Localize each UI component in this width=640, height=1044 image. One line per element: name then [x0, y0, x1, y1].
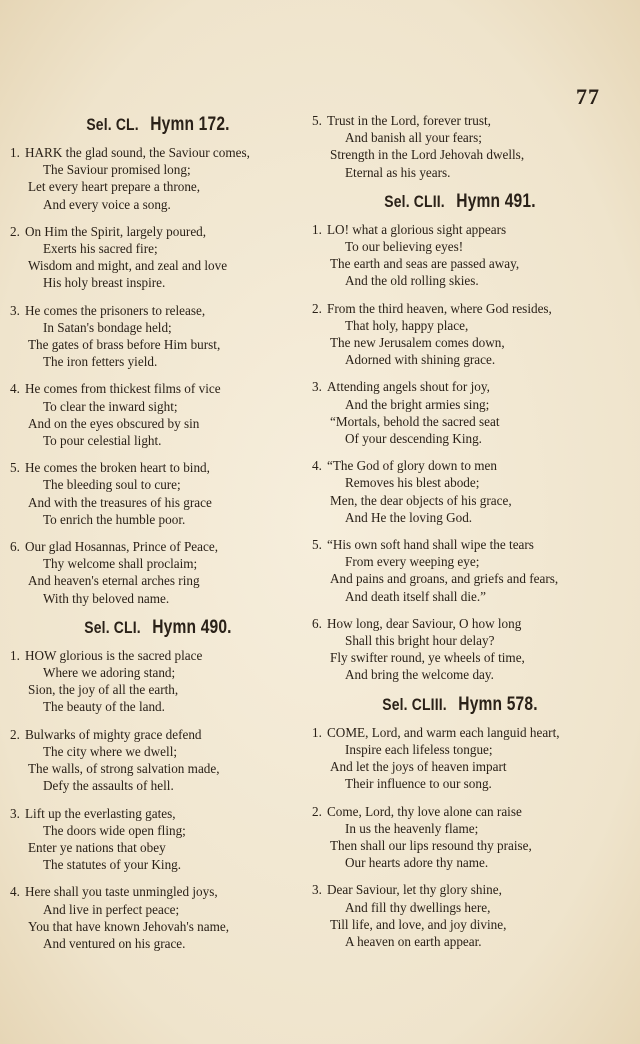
verse-number: 2. — [10, 726, 20, 742]
verse-number: 6. — [10, 539, 20, 555]
hymn-verse — [312, 457, 608, 526]
verse-line: Enter ye nations that obey — [28, 839, 166, 855]
verse-line: The beauty of the land. — [43, 699, 165, 715]
verse-line-text: How long, dear Saviour, O how long — [327, 615, 522, 631]
verse-line: And heaven's eternal arches ring — [28, 573, 200, 589]
verse-line-text: Dear Saviour, let thy glory shine, — [327, 882, 502, 898]
hymn-verse — [10, 380, 306, 449]
verse-line: And fill thy dwellings here, — [345, 899, 491, 915]
verse-line: From every weeping eye; — [345, 554, 480, 570]
hymn-verse — [10, 883, 306, 952]
verse-line: To pour celestial light. — [43, 433, 162, 449]
hymn-verse — [10, 302, 306, 371]
hymn-heading — [37, 617, 280, 639]
verse-line: Where we adoring stand; — [43, 665, 176, 681]
verse-line-text: HARK the glad sound, the Saviour comes, — [25, 145, 250, 160]
verse-line: The gates of brass before Him burst, — [28, 337, 221, 353]
verse-number: 3. — [312, 379, 322, 395]
verse-number: 3. — [10, 302, 20, 318]
hymn-verse — [312, 615, 608, 684]
verse-line: And the old rolling skies. — [345, 273, 479, 289]
verse-line — [312, 615, 608, 632]
verse-line — [10, 538, 306, 555]
verse-line: The doors wide open fling; — [43, 822, 186, 838]
verse-line: Shall this bright hour delay? — [345, 633, 495, 649]
hymn-verse — [312, 881, 608, 950]
selection-number: Sel. CL. — [86, 115, 139, 134]
hymn-verse — [10, 144, 306, 213]
verse-line-text: Our glad Hosannas, Prince of Peace, — [25, 539, 218, 555]
hymn-number: Hymn 172. — [150, 114, 230, 135]
verse-line: Then shall our lips resound thy praise, — [330, 837, 532, 853]
verse-number: 5. — [312, 537, 322, 553]
verse-line — [312, 112, 608, 129]
verse-line: The walls, of strong salvation made, — [28, 761, 220, 777]
verse-number: 3. — [10, 805, 20, 821]
verse-line: A heaven on earth appear. — [345, 933, 482, 949]
verse-line: And death itself shall die.” — [345, 588, 486, 604]
verse-line-text: Come, Lord, thy love alone can raise — [327, 803, 522, 819]
verse-line: And every voice a song. — [43, 196, 171, 212]
verse-line: And bring the welcome day. — [345, 667, 494, 683]
verse-line — [10, 883, 306, 900]
page-number: 77 — [576, 84, 600, 109]
verse-line: And banish all your fears; — [345, 130, 482, 146]
verse-number: 2. — [312, 300, 322, 316]
verse-line: The city where we dwell; — [43, 743, 178, 759]
verse-number: 5. — [10, 460, 20, 476]
hymn-verse — [312, 378, 608, 447]
verse-line: Of your descending King. — [345, 431, 482, 447]
verse-line: Men, the dear objects of his grace, — [330, 492, 512, 508]
verse-line: Thy welcome shall proclaim; — [43, 556, 198, 572]
hymn-heading — [339, 191, 582, 213]
verse-line — [10, 647, 306, 664]
verse-line — [10, 805, 306, 822]
verse-line: Defy the assaults of hell. — [43, 778, 174, 794]
verse-line: Their influence to our song. — [345, 776, 492, 792]
hymn-number: Hymn 578. — [458, 693, 538, 715]
verse-line — [10, 459, 306, 476]
verse-line: To our believing eyes! — [345, 239, 464, 255]
verse-line: Exerts his sacred fire; — [43, 241, 158, 257]
left-column — [10, 112, 306, 962]
verse-line-text: Bulwarks of mighty grace defend — [25, 726, 202, 742]
verse-line — [312, 378, 608, 395]
verse-line-text: HOW glorious is the sacred place — [25, 647, 203, 663]
verse-line: To clear the inward sight; — [43, 398, 178, 414]
verse-line: And let the joys of heaven impart — [330, 759, 507, 775]
hymn-verse — [312, 300, 608, 369]
verse-line: And live in perfect peace; — [43, 901, 180, 917]
verse-line — [312, 221, 608, 238]
hymn-verse — [312, 803, 608, 872]
verse-line-text: Here shall you taste unmingled joys, — [25, 884, 218, 900]
verse-line — [312, 803, 608, 820]
hymn-verse — [10, 647, 306, 716]
verse-line — [10, 144, 306, 161]
hymn-verse — [312, 112, 608, 181]
verse-line: And pains and groans, and griefs and fears, — [330, 571, 559, 587]
verse-line: Adorned with shining grace. — [345, 352, 496, 368]
verse-line: Wisdom and might, and zeal and love — [28, 258, 228, 274]
hymn-number: Hymn 490. — [152, 616, 232, 638]
verse-line: The bleeding soul to cure; — [43, 477, 181, 493]
verse-line — [312, 457, 608, 474]
verse-line — [10, 302, 306, 319]
verse-line — [10, 726, 306, 743]
verse-number: 2. — [10, 223, 20, 239]
verse-line-text: Lift up the everlasting gates, — [25, 805, 176, 821]
verse-line: The iron fetters yield. — [43, 354, 158, 370]
verse-line — [312, 881, 608, 898]
verse-line: In us the heavenly flame; — [345, 820, 479, 836]
verse-line: You that have known Jehovah's name, — [28, 918, 230, 934]
verse-line: In Satan's bondage held; — [43, 319, 172, 335]
hymn-verse — [312, 724, 608, 793]
verse-line-text: He comes the prisoners to release, — [25, 302, 206, 318]
hymn-heading — [37, 114, 280, 136]
verse-line: Inspire each lifeless tongue; — [345, 741, 493, 757]
verse-line-text: LO! what a glorious sight appears — [327, 221, 507, 237]
verse-number: 6. — [312, 615, 322, 631]
verse-line: Fly swifter round, ye wheels of time, — [330, 650, 525, 666]
verse-line: The earth and seas are passed away, — [330, 256, 520, 272]
verse-line-text: He comes the broken heart to bind, — [25, 460, 210, 476]
verse-line: His holy breast inspire. — [43, 275, 166, 291]
verse-line-text: “The God of glory down to men — [327, 458, 497, 474]
verse-line: That holy, happy place, — [345, 317, 469, 333]
verse-line — [312, 300, 608, 317]
verse-line: And He the loving God. — [345, 509, 473, 525]
verse-line-text: On Him the Spirit, largely poured, — [25, 223, 207, 239]
verse-number: 5. — [312, 113, 322, 128]
verse-line: Eternal as his years. — [345, 164, 451, 180]
verse-line: Let every heart prepare a throne, — [28, 179, 201, 195]
selection-number: Sel. CLI. — [84, 617, 141, 637]
hymn-heading — [339, 694, 582, 716]
hymn-verse — [312, 221, 608, 290]
selection-number: Sel. CLIII. — [382, 694, 447, 714]
verse-line: Strength in the Lord Jehovah dwells, — [330, 147, 525, 163]
verse-line: Our hearts adore thy name. — [345, 855, 489, 871]
hymn-verse — [10, 538, 306, 607]
hymn-verse — [10, 223, 306, 292]
hymn-number: Hymn 491. — [456, 190, 536, 212]
verse-number: 4. — [10, 381, 20, 397]
hymn-verse — [312, 536, 608, 605]
verse-number: 1. — [10, 145, 20, 160]
verse-line-text: Attending angels shout for joy, — [327, 379, 490, 395]
verse-line: With thy beloved name. — [43, 590, 170, 606]
verse-number: 1. — [312, 724, 322, 740]
verse-number: 1. — [10, 647, 20, 663]
verse-line — [312, 724, 608, 741]
hymn-verse — [10, 805, 306, 874]
right-column — [312, 112, 608, 960]
hymn-verse — [10, 726, 306, 795]
verse-line: Sion, the joy of all the earth, — [28, 682, 179, 698]
verse-number: 1. — [312, 221, 322, 237]
verse-line: Removes his blest abode; — [345, 475, 480, 491]
verse-number: 4. — [312, 458, 322, 474]
verse-line: And the bright armies sing; — [345, 396, 490, 412]
verse-line: The Saviour promised long; — [43, 162, 191, 178]
verse-line: The statutes of your King. — [43, 857, 182, 873]
verse-line: And ventured on his grace. — [43, 935, 186, 951]
verse-line-text: Trust in the Lord, forever trust, — [327, 113, 491, 128]
verse-line: The new Jerusalem comes down, — [330, 335, 505, 351]
verse-line: And with the treasures of his grace — [28, 494, 212, 510]
verse-line — [10, 223, 306, 240]
verse-line — [312, 536, 608, 553]
verse-line-text: COME, Lord, and warm each languid heart, — [327, 724, 560, 740]
verse-line: “Mortals, behold the sacred seat — [330, 413, 500, 429]
selection-number: Sel. CLII. — [384, 191, 445, 211]
verse-number: 3. — [312, 882, 322, 898]
verse-line-text: “His own soft hand shall wipe the tears — [327, 537, 534, 553]
verse-line-text: From the third heaven, where God resides, — [327, 300, 552, 316]
verse-line: Till life, and love, and joy divine, — [330, 916, 507, 932]
verse-line-text: He comes from thickest films of vice — [25, 381, 221, 397]
verse-line: To enrich the humble poor. — [43, 511, 186, 527]
verse-number: 2. — [312, 803, 322, 819]
hymn-verse — [10, 459, 306, 528]
verse-number: 4. — [10, 884, 20, 900]
verse-line: And on the eyes obscured by sin — [28, 415, 200, 431]
verse-line — [10, 380, 306, 397]
